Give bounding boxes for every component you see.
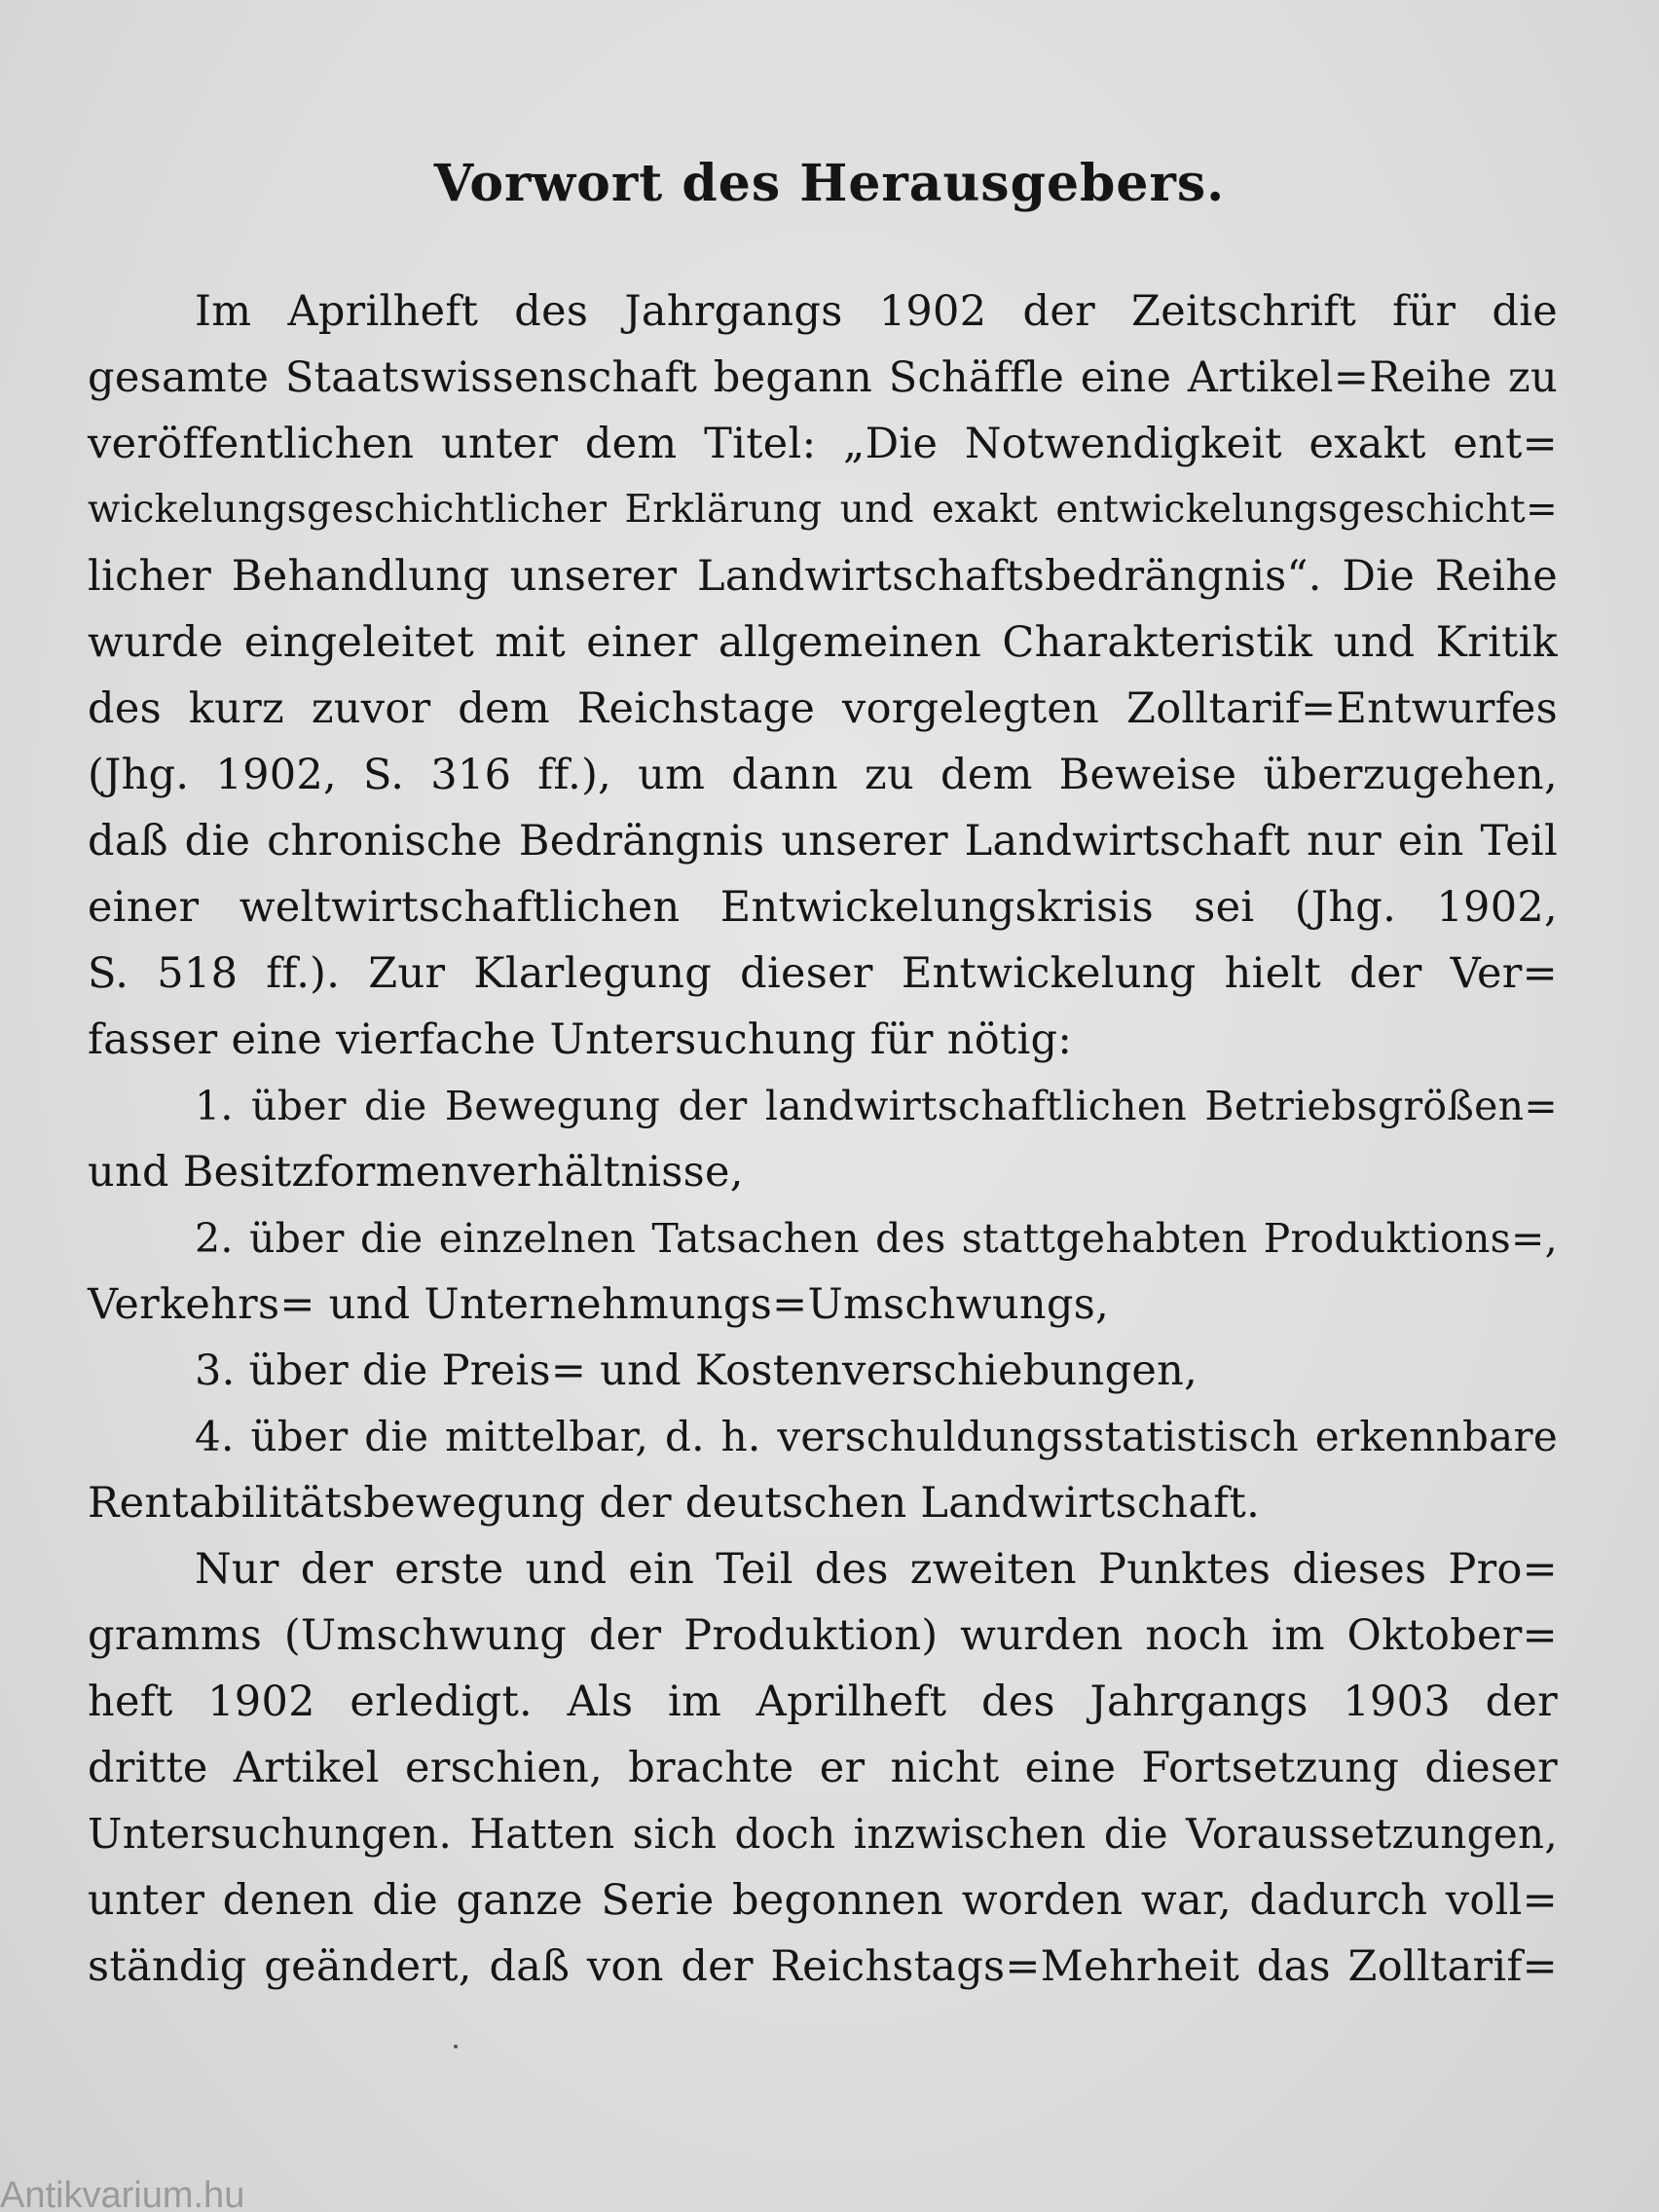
ink-speck (454, 2045, 458, 2048)
text-line: fasser eine vierfache Untersuchung für nötig: (88, 1015, 1073, 1064)
list-item-4: 4. über die mittelbar, d. h. verschuldungsstatistisch erkennbare (195, 1413, 1558, 1460)
text-line: unter denen die ganze Serie begonnen worden war, dadurch voll= (88, 1876, 1558, 1925)
text-line: Nur der erste und ein Teil des zweiten Punktes dieses Pro= (195, 1545, 1558, 1594)
text-line: veröffentlichen unter dem Titel: „Die Notwendigkeit exakt ent= (88, 420, 1558, 468)
list-item-2: 2. über die einzelnen Tatsachen des stattgehabten Produktions=, (195, 1215, 1558, 1262)
list-item-4-cont: Rentabilitätsbewegung der deutschen Landwirtschaft. (88, 1479, 1261, 1528)
text-line: licher Behandlung unserer Landwirtschaftsbedrängnis“. Die Reihe (88, 552, 1558, 601)
text-line: Untersuchungen. Hatten sich doch inzwischen die Voraussetzungen, (88, 1810, 1558, 1858)
text-line: wurde eingeleitet mit einer allgemeinen Charakteristik und Kritik (88, 618, 1558, 667)
watermark: Antikvarium.hu (0, 2179, 245, 2212)
list-item-3: 3. über die Preis= und Kostenverschiebungen, (195, 1346, 1198, 1395)
text-line: einer weltwirtschaftlichen Entwickelungskrisis sei (Jhg. 1902, (88, 883, 1558, 932)
list-item-2-cont: Verkehrs= und Unternehmungs=Umschwungs, (88, 1280, 1110, 1329)
text-line: gesamte Staatswissenschaft begann Schäffle eine Artikel=Reihe zu (88, 353, 1558, 402)
text-line: des kurz zuvor dem Reichstage vorgelegten Zolltarif=Entwurfes (88, 684, 1558, 733)
text-line: heft 1902 erledigt. Als im Aprilheft des Jahrgangs 1903 der (88, 1677, 1558, 1726)
page-title: Vorwort des Herausgebers. (433, 154, 1226, 213)
list-item-1: 1. über die Bewegung der landwirtschaftlichen Betriebsgrößen= (195, 1083, 1558, 1129)
text-line: S. 518 ff.). Zur Klarlegung dieser Entwickelung hielt der Ver= (88, 949, 1558, 998)
text-line: ständig geändert, daß von der Reichstags=Mehrheit das Zolltarif= (88, 1942, 1558, 1991)
list-item-1-cont: und Besitzformenverhältnisse, (88, 1148, 744, 1197)
text-line: gramms (Umschwung der Produktion) wurden noch im Oktober= (88, 1611, 1558, 1660)
text-line: daß die chronische Bedrängnis unserer Landwirtschaft nur ein Teil (88, 817, 1558, 866)
text-line: (Jhg. 1902, S. 316 ff.), um dann zu dem Beweise überzugehen, (88, 751, 1558, 799)
text-line: Im Aprilheft des Jahrgangs 1902 der Zeitschrift für die (195, 287, 1558, 336)
text-line: wickelungsgeschichtlicher Erklärung und exakt entwickelungsgeschicht= (88, 488, 1558, 532)
text-line: dritte Artikel erschien, brachte er nicht eine Fortsetzung dieser (88, 1744, 1558, 1792)
